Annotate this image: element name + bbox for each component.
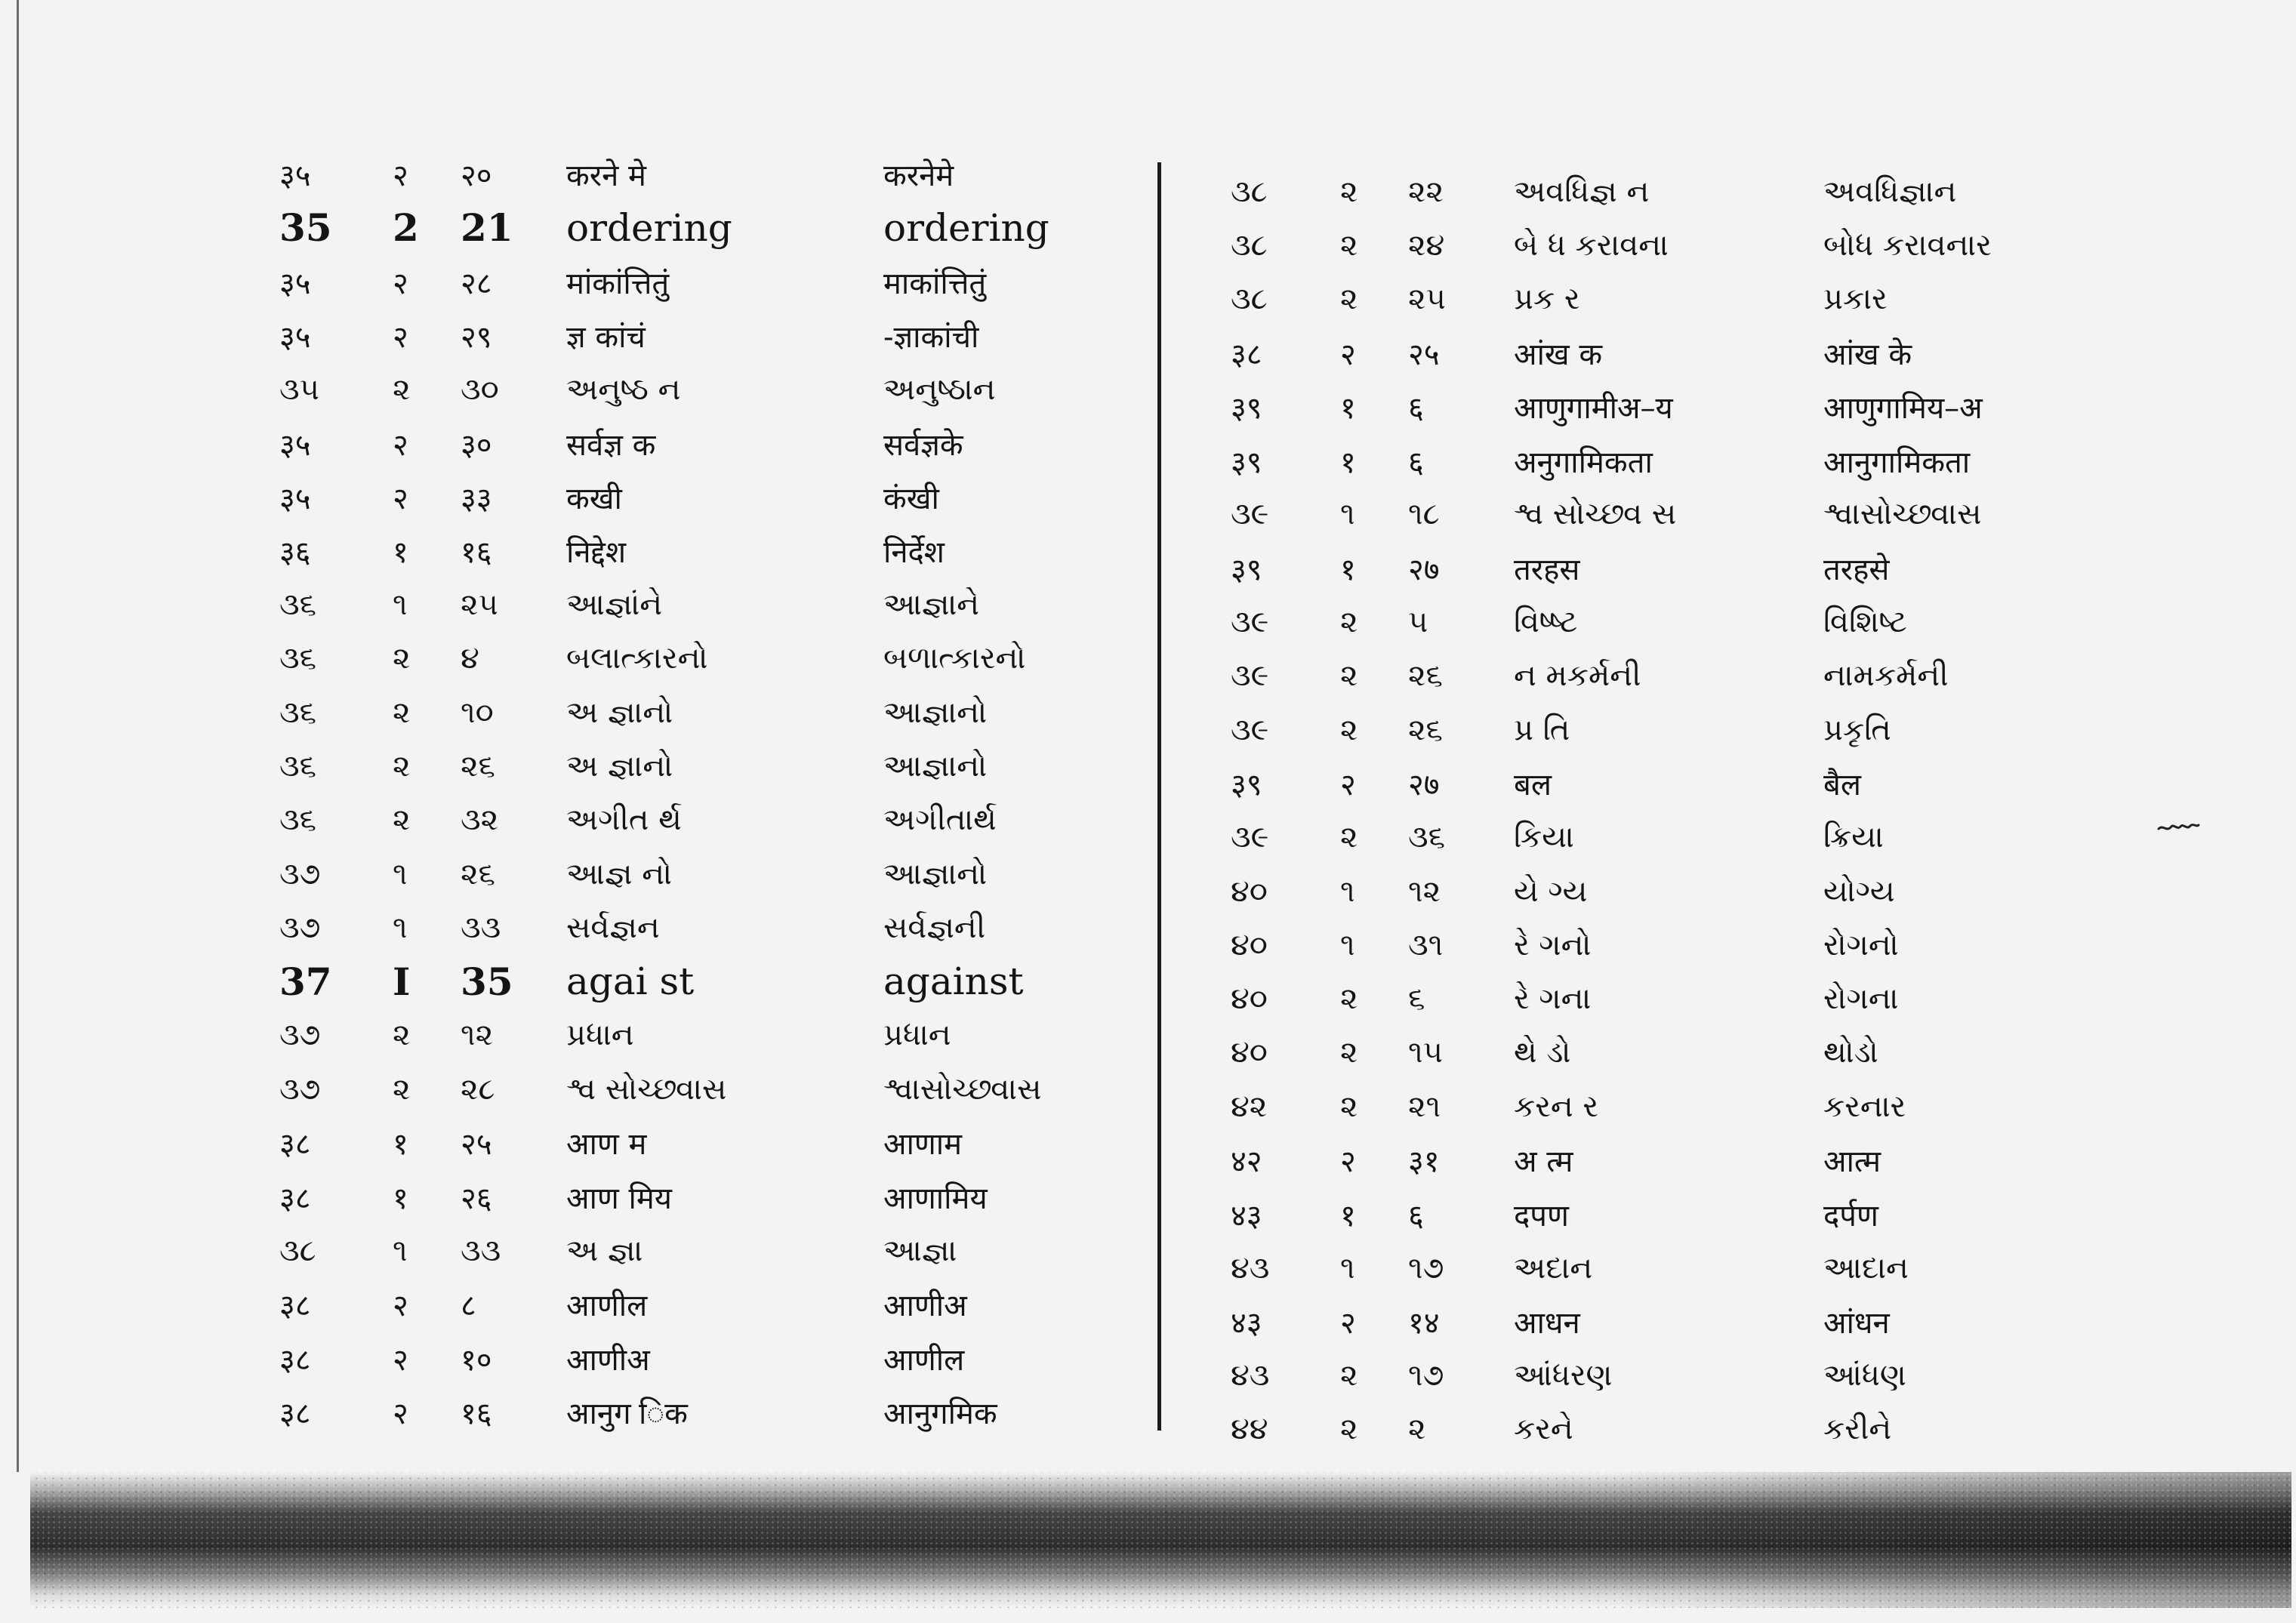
line-number: २५: [1408, 337, 1440, 373]
line-number: २७: [1408, 768, 1440, 803]
incorrect-text: आणीअ: [566, 1342, 650, 1378]
incorrect-text: આજ્ઞ નો: [566, 856, 672, 892]
line-number: १६: [461, 535, 492, 571]
incorrect-text: अनुगामिकता: [1514, 445, 1653, 480]
incorrect-text: આંધરણ: [1514, 1358, 1613, 1394]
page-number: ३९: [1231, 445, 1262, 480]
corrected-text: करनेमे: [883, 159, 954, 194]
line-number: ૩૨: [461, 802, 499, 838]
column-number: ૨: [1340, 1035, 1358, 1070]
corrected-text: વિશિષ્ટ: [1823, 605, 1907, 640]
errata-row: [1231, 1403, 2171, 1456]
line-number: 35: [461, 959, 513, 1004]
page-number: ૩૮: [1231, 174, 1268, 209]
line-number: ૨૫: [461, 587, 498, 623]
line-number: ३३: [461, 481, 492, 516]
column-number: २: [393, 320, 408, 356]
column-number: १: [1340, 553, 1356, 588]
errata-row: [1231, 1133, 2171, 1187]
line-number: २७: [1408, 553, 1440, 588]
column-number: २: [393, 266, 408, 301]
incorrect-text: પ્રધાન: [566, 1018, 634, 1053]
page-number: ૪૦: [1231, 927, 1268, 962]
incorrect-text: સર્વજ્ઞન: [566, 910, 660, 945]
page-number: ४३: [1231, 1198, 1262, 1233]
errata-row: [1231, 218, 2171, 272]
corrected-text: યોગ્ય: [1823, 873, 1895, 909]
page-number: ૪૦: [1231, 1035, 1268, 1070]
column-number: ૨: [1340, 712, 1358, 747]
page-number: ૩૬: [279, 748, 317, 784]
corrected-text: થોડો: [1823, 1035, 1878, 1070]
errata-row: [279, 1009, 1140, 1062]
line-number: २५: [461, 1127, 492, 1163]
errata-row: [279, 1224, 1140, 1277]
incorrect-text: બલાત્કારનો: [566, 641, 708, 676]
line-number: २०: [461, 159, 492, 194]
incorrect-text: શ્વ સોચ્છ્વાસ: [566, 1071, 727, 1107]
incorrect-text: વિષ્ષ્ટ: [1514, 605, 1578, 640]
page-number: ૩૯: [1231, 658, 1269, 694]
errata-row: [1231, 811, 2171, 864]
corrected-text: कंखी: [883, 481, 939, 516]
errata-row: [279, 577, 1140, 631]
line-number: ૨૧: [1408, 1089, 1441, 1124]
page-number: ३६: [279, 535, 311, 571]
incorrect-text: બે ધ કરાવના: [1514, 227, 1669, 263]
column-number: ૧: [393, 1233, 408, 1268]
errata-row: [1231, 972, 2171, 1025]
errata-row: [1231, 541, 2171, 595]
corrected-text: નામકર્મની: [1823, 658, 1949, 694]
page-number: ૩૮: [1231, 282, 1268, 317]
corrected-text: आनुगमिक: [883, 1396, 997, 1431]
errata-row: [1231, 488, 2171, 541]
column-number: २: [1340, 337, 1356, 373]
errata-row: [279, 470, 1140, 524]
corrected-text: आणुगामिय–अ: [1823, 391, 1983, 427]
page-number: ૪૨: [1231, 1089, 1268, 1124]
corrected-text: શ્વાસોચ્છ્વાસ: [1823, 497, 1982, 532]
column-number: ૧: [393, 856, 408, 892]
line-number: ૨૨: [1408, 174, 1444, 209]
column-number: ૧: [1340, 497, 1355, 532]
incorrect-text: રે ગના: [1514, 981, 1592, 1017]
page-number: ૩૯: [1231, 712, 1269, 747]
line-number: ૨૮: [461, 1071, 495, 1107]
line-number: ૬: [1408, 981, 1425, 1017]
errata-row: [279, 147, 1140, 201]
line-number: ६: [1408, 391, 1424, 427]
errata-row: [279, 954, 1140, 1008]
page-number: ૪૪: [1231, 1412, 1268, 1447]
page-number: ૩૬: [279, 802, 317, 838]
column-number: १: [1340, 391, 1356, 427]
column-number: १: [1340, 445, 1356, 480]
column-number: १: [393, 1181, 408, 1216]
errata-row: [1231, 1026, 2171, 1079]
page-number: ३५: [279, 266, 311, 301]
incorrect-text: થે ડો: [1514, 1035, 1571, 1070]
line-number: ६: [1408, 445, 1424, 480]
errata-row: [1231, 1187, 2171, 1241]
line-number: ૧૫: [1408, 1035, 1443, 1070]
errata-row: [1231, 703, 2171, 756]
corrected-text: आंधन: [1823, 1306, 1890, 1341]
errata-row: [1231, 918, 2171, 972]
incorrect-text: सर्वज्ञ क: [566, 427, 656, 463]
page-number: ૩૮: [1231, 227, 1268, 263]
corrected-text: રોગનો: [1823, 927, 1899, 962]
corrected-text: બોધ કરાવનાર: [1823, 227, 1992, 263]
errata-row: [279, 416, 1140, 470]
corrected-text: આજ્ઞાનો: [883, 856, 988, 892]
incorrect-text: રે ગનો: [1514, 927, 1592, 962]
errata-row: [279, 901, 1140, 954]
errata-row: [279, 309, 1140, 362]
errata-row: [279, 1385, 1140, 1439]
corrected-text: પ્રકૃતિ: [1823, 712, 1891, 747]
errata-row: [279, 362, 1140, 416]
stray-ink-mark: [2156, 814, 2201, 836]
corrected-text: રોગના: [1823, 981, 1899, 1017]
line-number: ૩૬: [1408, 820, 1446, 855]
incorrect-text: યે ગ્ય: [1514, 873, 1588, 909]
incorrect-text: मांकांत्तितुं: [566, 266, 670, 301]
line-number: ૨: [1408, 1412, 1426, 1447]
line-number: ૫: [1408, 605, 1428, 640]
line-number: ૩૩: [461, 1233, 501, 1268]
page-number: ३८: [279, 1127, 311, 1163]
corrected-text: आनुगामिकता: [1823, 445, 1971, 480]
page-number: ३५: [279, 481, 311, 516]
line-number: ૨૪: [1408, 227, 1445, 263]
incorrect-text: बल: [1514, 768, 1552, 803]
errata-row: [1231, 380, 2171, 433]
incorrect-text: પ્ર તિ: [1514, 712, 1570, 747]
errata-row: [1231, 1079, 2171, 1133]
errata-row: [279, 685, 1140, 739]
errata-row: [1231, 595, 2171, 648]
page-number: ૪૩: [1231, 1250, 1270, 1286]
incorrect-text: आंख क: [1514, 337, 1603, 373]
page-number: ૪૦: [1231, 981, 1268, 1017]
incorrect-text: agai st: [566, 959, 695, 1004]
page-number: ૩૯: [1231, 497, 1269, 532]
errata-row: [1231, 1295, 2171, 1348]
errata-row: [279, 1277, 1140, 1331]
corrected-text: आणामिय: [883, 1181, 988, 1216]
corrected-text: આજ્ઞાને: [883, 587, 980, 623]
line-number: ૧૨: [1408, 873, 1441, 909]
errata-row: [1231, 864, 2171, 918]
page-number: ૩૬: [279, 694, 317, 730]
incorrect-text: ન મકર્મની: [1514, 658, 1641, 694]
line-number: ૨૬: [1408, 658, 1443, 694]
page-number: ३८: [279, 1342, 311, 1378]
corrected-text: माकांत्तितुं: [883, 266, 987, 301]
incorrect-text: तरहस: [1514, 553, 1580, 588]
corrected-text: શ્વાસોચ્છ્વાસ: [883, 1071, 1042, 1107]
errata-table-right: [1231, 165, 2171, 1456]
page-number: ३९: [1231, 768, 1262, 803]
column-number: २: [393, 1289, 408, 1324]
corrected-text: तरहसे: [1823, 553, 1890, 588]
line-number: १०: [461, 1342, 492, 1378]
page-number: ४२: [1231, 1144, 1262, 1180]
line-number: ૧૭: [1408, 1358, 1444, 1394]
scan-shadow-speckle: [30, 1472, 2291, 1608]
incorrect-text: ज्ञ कांचं: [566, 320, 646, 356]
page-number: 35: [279, 205, 332, 251]
corrected-text: आत्म: [1823, 1144, 1881, 1180]
incorrect-text: आनुग िक: [566, 1396, 688, 1431]
incorrect-text: आण मिय: [566, 1181, 672, 1216]
errata-row: [1231, 433, 2171, 487]
column-number: १: [393, 1127, 408, 1163]
column-number: ૧: [1340, 927, 1355, 962]
errata-table-left: [279, 147, 1140, 1439]
incorrect-text: आणील: [566, 1289, 648, 1324]
corrected-text: सर्वज्ञके: [883, 427, 963, 463]
column-number: ૨: [1340, 227, 1358, 263]
column-number: ૧: [393, 910, 408, 945]
page-number: ३५: [279, 320, 311, 356]
incorrect-text: અગીત ર્થ: [566, 802, 682, 838]
column-number: ૨: [1340, 174, 1358, 209]
corrected-text: સર્વજ્ઞની: [883, 910, 986, 945]
column-number: ૨: [393, 1071, 411, 1107]
errata-row: [279, 1062, 1140, 1116]
column-number: १: [1340, 1198, 1356, 1233]
incorrect-text: આજ્ઞાંને: [566, 587, 663, 623]
page-number: ३८: [1231, 337, 1262, 373]
column-number: २: [1340, 768, 1356, 803]
line-number: ૧૭: [1408, 1250, 1444, 1286]
corrected-text: કરીને: [1823, 1412, 1892, 1447]
corrected-text: बैल: [1823, 768, 1861, 803]
errata-row: [1231, 165, 2171, 218]
incorrect-text: અ જ્ઞા: [566, 1233, 643, 1268]
column-number: २: [393, 1396, 408, 1431]
column-number: ૨: [1340, 820, 1358, 855]
corrected-text: आणीअ: [883, 1289, 967, 1324]
page-number: 37: [279, 959, 332, 1004]
incorrect-text: શ્વ સોચ્છ્વ સ: [1514, 497, 1677, 532]
line-number: २६: [461, 1181, 492, 1216]
page-number: ३८: [279, 1181, 311, 1216]
incorrect-text: दपण: [1514, 1198, 1569, 1233]
column-number: ૨: [1340, 282, 1358, 317]
page-number: ૩૬: [279, 587, 317, 623]
line-number: ८: [461, 1289, 476, 1324]
corrected-text: आणाम: [883, 1127, 963, 1163]
corrected-text: ordering: [883, 205, 1049, 250]
incorrect-text: आण म: [566, 1127, 647, 1163]
page-number: ३५: [279, 427, 311, 463]
column-number: ૨: [1340, 1412, 1358, 1447]
corrected-text: આંધણ: [1823, 1358, 1906, 1394]
line-number: ૧૦: [461, 694, 494, 730]
corrected-text: અનુષ્ઠાન: [883, 371, 996, 407]
errata-row: [279, 1170, 1140, 1224]
incorrect-text: કિયા: [1514, 820, 1574, 855]
column-number: २: [393, 427, 408, 463]
column-number: ૨: [1340, 605, 1358, 640]
column-number: २: [393, 481, 408, 516]
line-number: ३०: [461, 427, 492, 463]
column-number: ૨: [393, 694, 411, 730]
page-number: ३८: [279, 1396, 311, 1431]
incorrect-text: અવધિજ્ઞ ન: [1514, 174, 1650, 209]
incorrect-text: અ જ્ઞાનો: [566, 748, 673, 784]
errata-row: [279, 524, 1140, 577]
column-number: ૨: [393, 748, 411, 784]
page-number: ૩૬: [279, 641, 317, 676]
column-number: ૨: [1340, 658, 1358, 694]
page-number: ४३: [1231, 1306, 1262, 1341]
page-number: ૩૭: [279, 1018, 321, 1053]
corrected-text: આદાન: [1823, 1250, 1909, 1286]
column-number: ૨: [393, 802, 411, 838]
line-number: १४: [1408, 1306, 1440, 1341]
line-number: 21: [461, 205, 513, 251]
errata-row: [279, 201, 1140, 254]
column-number: ૨: [1340, 1358, 1358, 1394]
page-number: ૩૮: [279, 1233, 316, 1268]
line-number: ६: [1408, 1198, 1424, 1233]
column-number: २: [1340, 1306, 1356, 1341]
line-number: ૩૧: [1408, 927, 1444, 962]
incorrect-text: आधन: [1514, 1306, 1580, 1341]
corrected-text: ક્રિયા: [1823, 820, 1884, 855]
column-number: ૧: [1340, 873, 1355, 909]
incorrect-text: निद्देश: [566, 535, 627, 571]
column-number: I: [393, 959, 411, 1004]
line-number: ૨૬: [1408, 712, 1443, 747]
incorrect-text: आणुगामीअ–य: [1514, 391, 1673, 427]
errata-row: [1231, 326, 2171, 380]
corrected-text: આજ્ઞાનો: [883, 694, 988, 730]
errata-row: [279, 739, 1140, 793]
line-number: ૪: [461, 641, 479, 676]
corrected-text: आणील: [883, 1342, 965, 1378]
column-number: ૨: [1340, 1089, 1358, 1124]
column-number: ૧: [393, 587, 408, 623]
errata-row: [1231, 1349, 2171, 1403]
corrected-text: પ્રધાન: [883, 1018, 951, 1053]
corrected-text: आंख के: [1823, 337, 1912, 373]
page-number: ૩૭: [279, 1071, 321, 1107]
corrected-text: કરનાર: [1823, 1089, 1906, 1124]
column-number: 2: [393, 205, 419, 251]
errata-row: [1231, 649, 2171, 703]
line-number: २९: [461, 320, 492, 356]
line-number: १६: [461, 1396, 492, 1431]
incorrect-text: करने मे: [566, 159, 646, 194]
column-number: ૨: [393, 371, 411, 407]
corrected-text: against: [883, 959, 1024, 1004]
incorrect-text: અ જ્ઞાનો: [566, 694, 673, 730]
errata-row: [1231, 756, 2171, 810]
errata-row: [1231, 273, 2171, 326]
line-number: ३१: [1408, 1144, 1440, 1180]
errata-row: [1231, 1241, 2171, 1295]
column-number: २: [393, 159, 408, 194]
corrected-text: પ્રકાર: [1823, 282, 1888, 317]
page-number: ૪૩: [1231, 1358, 1270, 1394]
page-number: ૩૭: [279, 910, 321, 945]
line-number: ૩૩: [461, 910, 501, 945]
page-left-edge: [17, 0, 19, 1472]
column-number: ૧: [1340, 1250, 1355, 1286]
corrected-text: दर्पण: [1823, 1198, 1878, 1233]
page-number: ૩૯: [1231, 820, 1269, 855]
page-number: ૩૯: [1231, 605, 1269, 640]
line-number: ૨૬: [461, 748, 495, 784]
errata-row: [279, 1116, 1140, 1169]
incorrect-text: પ્રક ર: [1514, 282, 1580, 317]
corrected-text: આજ્ઞાનો: [883, 748, 988, 784]
column-number: ૨: [393, 1018, 411, 1053]
page-number: ૩૭: [279, 856, 321, 892]
incorrect-text: કરને: [1514, 1412, 1573, 1447]
errata-row: [279, 1332, 1140, 1385]
corrected-text: આજ્ઞા: [883, 1233, 957, 1268]
corrected-text: બળાત્કારનો: [883, 641, 1026, 676]
incorrect-text: कखी: [566, 481, 622, 516]
errata-row: [279, 255, 1140, 309]
corrected-text: અગીતાર્થ: [883, 802, 997, 838]
errata-row: [279, 793, 1140, 847]
line-number: ૧૨: [461, 1018, 494, 1053]
column-number: ૨: [1340, 981, 1358, 1017]
column-divider: [1157, 162, 1161, 1431]
errata-row: [279, 632, 1140, 685]
line-number: ૧૮: [1408, 497, 1440, 532]
line-number: ૨૫: [1408, 282, 1446, 317]
line-number: २८: [461, 266, 492, 301]
page-number: ३८: [279, 1289, 311, 1324]
page-number: ३९: [1231, 391, 1262, 427]
line-number: ૨૬: [461, 856, 495, 892]
page-number: ३९: [1231, 553, 1262, 588]
corrected-text: અવધિજ્ઞાન: [1823, 174, 1957, 209]
page-number: ૪૦: [1231, 873, 1268, 909]
corrected-text: -ज्ञाकांची: [883, 320, 979, 356]
page-number: ૩૫: [279, 371, 319, 407]
page-number: ३५: [279, 159, 311, 194]
incorrect-text: ordering: [566, 205, 732, 250]
incorrect-text: કરન ર: [1514, 1089, 1599, 1124]
column-number: १: [393, 535, 408, 571]
corrected-text: निर्देश: [883, 535, 945, 571]
incorrect-text: અદાન: [1514, 1250, 1593, 1286]
column-number: २: [1340, 1144, 1356, 1180]
incorrect-text: અનુષ્ઠ ન: [566, 371, 681, 407]
incorrect-text: अ त्म: [1514, 1144, 1573, 1180]
column-number: २: [393, 1342, 408, 1378]
column-number: ૨: [393, 641, 411, 676]
errata-row: [279, 847, 1140, 901]
line-number: ૩૦: [461, 371, 499, 407]
